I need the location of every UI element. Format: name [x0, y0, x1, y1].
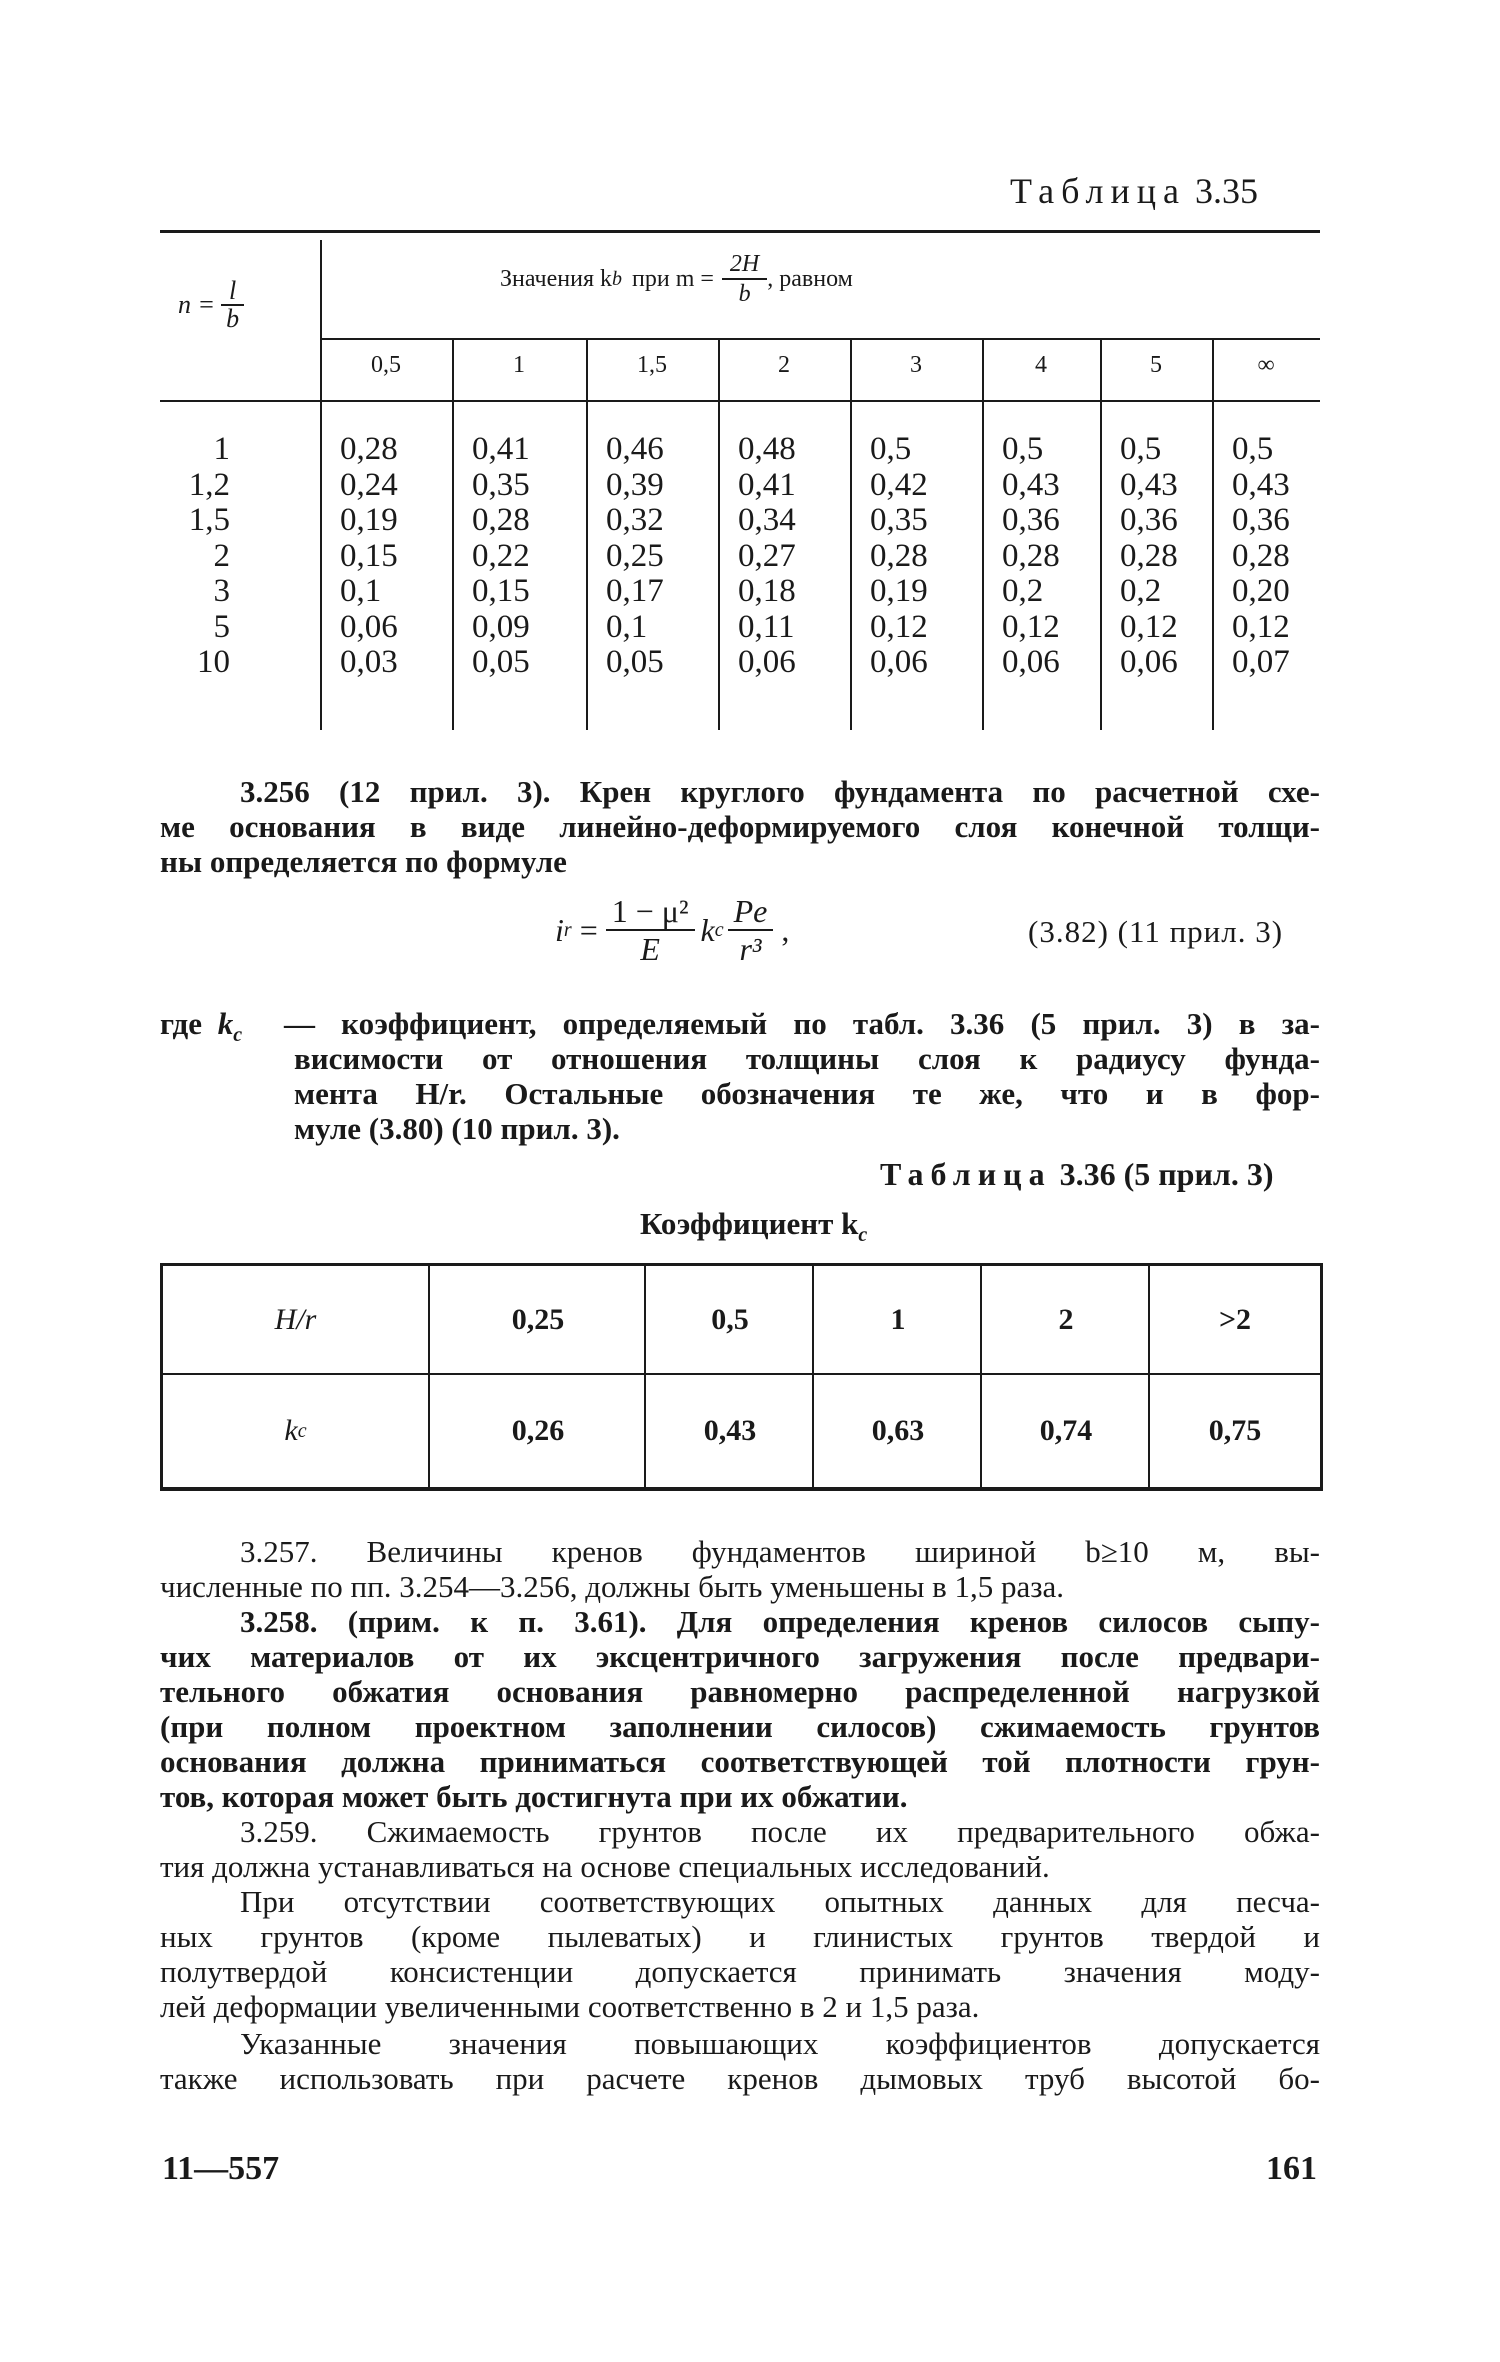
page-number: 161	[1266, 2150, 1317, 2187]
text-line: тов, которая может быть достигнута при их обжатии.	[160, 1779, 908, 1814]
value-column	[340, 432, 398, 681]
table-335-caption-word: Таблица	[1010, 171, 1186, 211]
row-label-kc-sub: c	[297, 1419, 307, 1442]
table-cell: 0,05	[472, 644, 530, 680]
where-description	[284, 1006, 1320, 1146]
table-cell: 0,35	[472, 466, 530, 503]
table-cell: 0,25	[606, 537, 664, 574]
table-335-divider	[320, 240, 322, 730]
table-cell: 0,27	[738, 537, 796, 574]
formula-frac1-num: 1 − μ²	[606, 893, 695, 931]
table-cell: 0,2	[1120, 573, 1162, 609]
n-value: 1,5	[188, 502, 230, 538]
text-line: ны определяется по формуле	[160, 844, 567, 879]
m-value-header: ∞	[1257, 352, 1275, 378]
table-335-top-rule	[160, 230, 1320, 233]
table-cell: 0,43	[1002, 466, 1060, 503]
table-cell: 0,28	[472, 502, 530, 538]
table-cell: 0,19	[870, 573, 928, 609]
table-cell: 0,43	[703, 1414, 757, 1447]
table-335-divider	[718, 338, 720, 730]
n-values-column	[160, 432, 230, 681]
table-336-divider	[1320, 1263, 1323, 1491]
n-value: 3	[213, 573, 230, 609]
table-cell: 0,48	[738, 431, 796, 467]
table-cell: 0,41	[472, 431, 530, 467]
table-cell: 0,07	[1232, 644, 1290, 680]
table-cell: 0,24	[340, 466, 398, 503]
n-label: n =	[178, 290, 216, 319]
text-line: мента H/r. Остальные обозначения те же, что и в фор-	[294, 1076, 1320, 1111]
m-value-header: 5	[1150, 352, 1162, 378]
table-336-title-text: Коэффициент k	[640, 1206, 859, 1241]
table-cell: 0,06	[1002, 644, 1060, 680]
table-cell: 0,03	[340, 644, 398, 680]
values-label: Значения k	[500, 265, 613, 292]
value-column	[606, 432, 664, 681]
table-cell: 0,20	[1232, 573, 1290, 609]
table-cell: 0,5	[1232, 431, 1274, 467]
table-335-caption-number: 3.35	[1194, 171, 1258, 211]
row-label-h-over-r: H/r	[274, 1302, 317, 1336]
table-335-divider	[586, 338, 588, 730]
table-cell: 0,12	[870, 608, 928, 645]
table-cell: 1	[890, 1302, 906, 1336]
m-value-header: 3	[910, 352, 922, 378]
table-335-divider	[1212, 338, 1214, 730]
formula-k-sub: c	[714, 918, 724, 941]
table-cell: 0,36	[1002, 502, 1060, 538]
text-line: тия должна устанавливаться на основе специальных исследований.	[160, 1849, 1050, 1884]
table-cell: 0,28	[870, 537, 928, 574]
text-line: При отсутствии соответствующих опытных данных для песча-	[240, 1884, 1320, 1919]
table-cell: 0,15	[472, 573, 530, 609]
table-335-divider	[982, 338, 984, 730]
footer-signature: 11—557	[162, 2150, 280, 2187]
text-line: 3.256 (12 прил. 3). Крен круглого фундамента по расчетной схе-	[240, 774, 1320, 809]
value-column	[1002, 432, 1060, 681]
table-cell: 0,05	[606, 644, 664, 680]
m-value-header: 2	[778, 352, 790, 378]
formula-frac2-num: Pe	[728, 893, 774, 931]
table-cell: 0,41	[738, 466, 796, 503]
m-value-header: 0,5	[371, 352, 401, 378]
text-line: ных грунтов (кроме пылеватых) и глинистых грунтов твердой и	[160, 1919, 1320, 1954]
where-word: где	[160, 1006, 202, 1041]
table-335-body-rule	[160, 400, 1320, 402]
table-cell: 0,74	[1039, 1414, 1093, 1447]
text-line: 3.258. (прим. к п. 3.61). Для определения кренов силосов сыпу-	[240, 1604, 1320, 1639]
formula-fraction-2	[728, 893, 774, 967]
value-column	[472, 432, 530, 681]
formula-reference: (3.82) (11 прил. 3)	[1028, 914, 1284, 949]
m-denominator: b	[738, 281, 751, 307]
text-line: муле (3.80) (10 прил. 3).	[294, 1111, 620, 1146]
row-label-kc	[163, 1375, 428, 1487]
where-symbol-sub: c	[233, 1024, 243, 1047]
n-denominator: b	[226, 304, 240, 333]
value-column	[1232, 432, 1290, 681]
table-cell: 0,12	[1232, 608, 1290, 645]
value-column	[1120, 432, 1178, 681]
table-336-caption	[880, 1156, 1274, 1193]
text-line: численные по пп. 3.254—3.256, должны быть уменьшены в 1,5 раза.	[160, 1569, 1065, 1604]
values-mid: при m =	[632, 265, 714, 292]
table-335-header-rule	[320, 338, 1320, 340]
table-cell: 0,28	[340, 431, 398, 467]
table-cell: 0,25	[511, 1302, 565, 1336]
table-cell: 0,06	[738, 644, 796, 680]
table-cell: 0,36	[1232, 502, 1290, 538]
table-cell: 0,42	[870, 466, 928, 503]
paragraph-3-258	[160, 1604, 1320, 1814]
text-line: полутвердой консистенции допускается принимать значения моду-	[160, 1954, 1320, 1989]
values-suffix: , равном	[767, 265, 853, 292]
n-numerator: l	[221, 278, 244, 306]
n-value: 10	[197, 644, 230, 680]
table-cell: 0,43	[1232, 466, 1290, 503]
formula-lhs: i	[555, 911, 564, 948]
row-label-kc-text: k	[284, 1414, 298, 1447]
table-cell: 0,39	[606, 466, 664, 503]
text-line: — коэффициент, определяемый по табл. 3.36 (5 прил. 3) в за-	[284, 1006, 1320, 1041]
table-cell: 0,46	[606, 431, 664, 467]
value-column	[738, 432, 796, 681]
text-line: чих материалов от их эксцентричного загружения после предвари-	[160, 1639, 1320, 1674]
table-cell: 0,22	[472, 537, 530, 574]
n-value: 1,2	[188, 466, 230, 503]
table-cell: 0,12	[1120, 608, 1178, 645]
table-cell: 0,19	[340, 502, 398, 538]
table-cell: 0,15	[340, 537, 398, 574]
where-label	[160, 1006, 242, 1047]
n-value: 1	[213, 431, 230, 467]
m-value-header: 1,5	[637, 352, 667, 378]
text-line: Указанные значения повышающих коэффициентов допускается	[240, 2026, 1320, 2061]
m-value-header: 1	[513, 352, 525, 378]
table-cell: 0,28	[1232, 537, 1290, 574]
table-cell: 0,09	[472, 608, 530, 645]
formula-lhs-sub: r	[563, 918, 572, 941]
table-cell: 0,12	[1002, 608, 1060, 645]
table-cell: 0,11	[738, 608, 795, 645]
table-cell: 0,75	[1208, 1414, 1262, 1447]
table-cell: 0,18	[738, 573, 796, 609]
table-336-title-sub: c	[858, 1224, 868, 1247]
values-label-sub: b	[612, 267, 623, 290]
table-cell: 2	[1058, 1302, 1074, 1336]
table-cell: 0,1	[606, 608, 648, 645]
text-line: 3.257. Величины кренов фундаментов шириной b≥10 м, вы-	[240, 1534, 1320, 1569]
table-cell: 0,5	[1002, 431, 1044, 467]
n-value: 2	[213, 537, 230, 574]
table-cell: 0,63	[871, 1414, 925, 1447]
m-fraction	[722, 250, 767, 308]
text-line: основания должна приниматься соответствующей той плотности грун-	[160, 1744, 1320, 1779]
table-cell: >2	[1218, 1302, 1252, 1336]
table-335	[160, 230, 1320, 732]
table-cell: 0,06	[340, 608, 398, 645]
text-line: висимости от отношения толщины слоя к радиусу фунда-	[294, 1041, 1320, 1076]
table-cell: 0,34	[738, 502, 796, 538]
formula-equals: =	[579, 911, 598, 948]
table-cell: 0,28	[1002, 537, 1060, 574]
formula-comma: ,	[781, 911, 790, 948]
text-line: ме основания в виде линейно-деформируемого слоя конечной толщи-	[160, 809, 1320, 844]
table-cell: 0,2	[1002, 573, 1044, 609]
paragraph-3-256	[160, 774, 1320, 879]
table-336-caption-rest: 3.36 (5 прил. 3)	[1059, 1156, 1274, 1192]
table-335-divider	[452, 338, 454, 730]
paragraph-3-259	[160, 1814, 1320, 1884]
table-cell: 0,36	[1120, 502, 1178, 538]
n-value: 5	[213, 608, 230, 645]
text-line: лей деформации увеличенными соответственно в 2 и 1,5 раза.	[160, 1989, 980, 2024]
table-cell: 0,1	[340, 573, 382, 609]
values-header	[500, 250, 853, 308]
paragraph-absence-of-data	[160, 1884, 1320, 2024]
formula-frac2-den: r³	[739, 931, 762, 967]
table-cell: 0,17	[606, 573, 664, 609]
table-cell: 0,06	[870, 644, 928, 680]
text-line: 3.259. Сжимаемость грунтов после их предварительного обжа-	[240, 1814, 1320, 1849]
table-336-title	[640, 1206, 867, 1247]
where-symbol: k	[217, 1006, 234, 1041]
table-cell: 0,5	[1120, 431, 1162, 467]
table-cell: 0,26	[511, 1414, 565, 1447]
n-fraction	[221, 278, 244, 332]
table-335-divider	[1100, 338, 1102, 730]
table-335-divider	[850, 338, 852, 730]
table-cell: 0,43	[1120, 466, 1178, 503]
text-line: тельного обжатия основания равномерно распределенной нагрузкой	[160, 1674, 1320, 1709]
table-336	[160, 1263, 1323, 1491]
formula-3-82	[555, 890, 789, 970]
table-cell: 0,32	[606, 502, 664, 538]
table-335-caption	[1010, 170, 1258, 212]
text-line: также использовать при расчете кренов дымовых труб высотой бо-	[160, 2061, 1320, 2096]
paragraph-indicated-coefficients	[160, 2026, 1320, 2096]
text-line: (при полном проектном заполнении силосов) сжимаемость грунтов	[160, 1709, 1320, 1744]
m-value-header: 4	[1035, 352, 1047, 378]
formula-k: k	[700, 911, 715, 948]
table-cell: 0,06	[1120, 644, 1178, 680]
n-header	[178, 278, 244, 332]
table-336-caption-word: Таблица	[880, 1156, 1052, 1192]
table-cell: 0,5	[711, 1302, 749, 1336]
paragraph-3-257	[160, 1534, 1320, 1604]
formula-fraction-1	[606, 893, 695, 967]
value-column	[870, 432, 928, 681]
m-numerator: 2H	[722, 250, 767, 280]
table-cell: 0,28	[1120, 537, 1178, 574]
table-cell: 0,5	[870, 431, 912, 467]
table-cell: 0,35	[870, 502, 928, 538]
formula-frac1-den: E	[640, 931, 660, 967]
